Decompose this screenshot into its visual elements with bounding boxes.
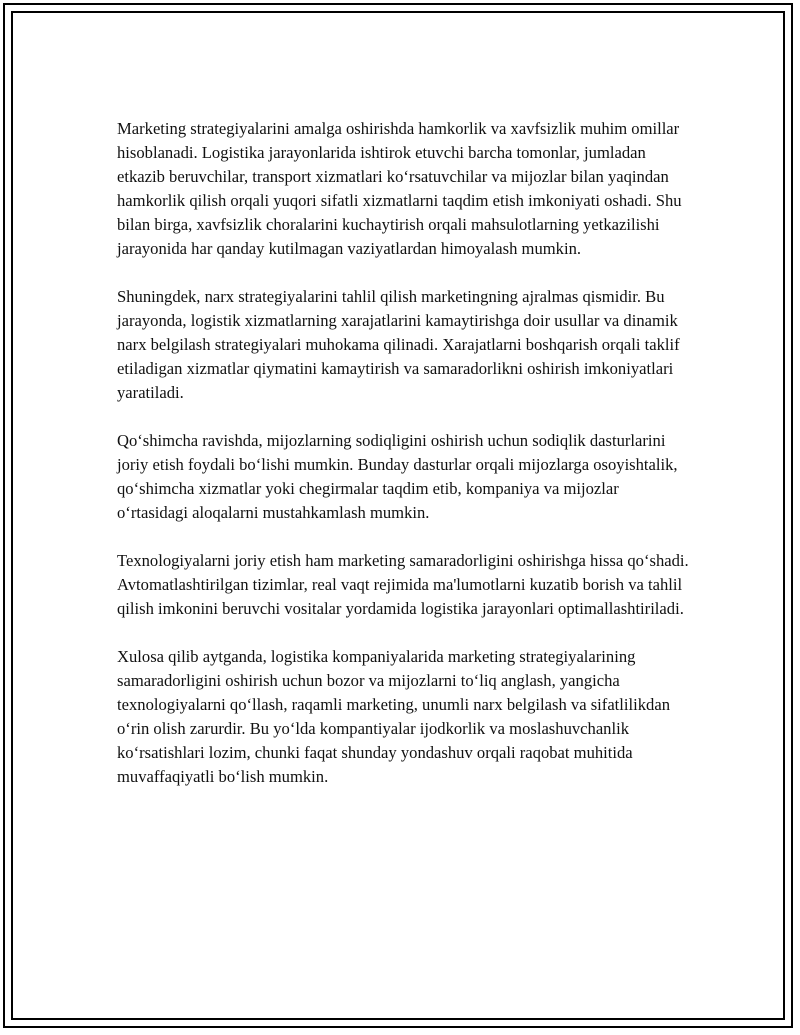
paragraph-4: Texnologiyalarni joriy etish ham marketing samaradorligini oshirishga hissa qo‘shadi. Avtomatlashtirilgan tizimlar, real vaqt rejimida ma'lumotlarni kuzatib borish va tahlil qilish imkonini beruvchi vositalar yordamida logistika jarayonlari optimallashtiriladi. (117, 551, 689, 618)
paragraph-3: Qo‘shimcha ravishda, mijozlarning sodiqligini oshirish uchun sodiqlik dasturlarini joriy etish foydali bo‘lishi mumkin. Bunday dasturlar orqali mijozlarga osoyishtalik, qo‘shimcha xizmatlar yoki chegirmalar taqdim etib, kompaniya va mijozlar o‘rtasidagi aloqalarni mustahkamlash mumkin. (117, 431, 678, 522)
paragraph-2: Shuningdek, narx strategiyalarini tahlil qilish marketingning ajralmas qismidir. Bu jarayonda, logistik xizmatlarning xarajatlarini kamaytirishga doir usullar va dinamik narx belgilash strategiyalari muhokama qilinadi. Xarajatlarni boshqarish orqali taklif etiladigan xizmatlar qiymatini kamaytirish va samaradorlikni oshirish imkoniyatlari yaratiladi. (117, 287, 680, 402)
paragraph-1: Marketing strategiyalarini amalga oshirishda hamkorlik va xavfsizlik muhim omillar hisoblanadi. Logistika jarayonlarida ishtirok etuvchi barcha tomonlar, jumladan etkazib beruvchilar, transport xizmatlari ko‘rsatuvchilar va mijozlar bilan yaqindan hamkorlik qilish orqali yuqori sifatli xizmatlarni taqdim etish imkoniyati oshadi. Shu bilan birga, xavfsizlik choralarini kuchaytirish orqali mahsulotlarning yetkazilishi jarayonida har qanday kutilmagan vaziyatlardan himoyalash mumkin. (117, 119, 682, 258)
paragraph-5: Xulosa qilib aytganda, logistika kompaniyalarida marketing strategiyalarining samaradorligini oshirish uchun bozor va mijozlarni to‘liq anglash, yangicha texnologiyalarni qo‘llash, raqamli marketing, unumli narx belgilash va sifatlilikdan o‘rin olish zarurdir. Bu yo‘lda kompantiyalar ijodkorlik va moslashuvchanlik ko‘rsatishlari lozim, chunki faqat shunday yondashuv orqali raqobat muhitida muvaffaqiyatli bo‘lish mumkin. (117, 647, 670, 786)
document-body (117, 117, 692, 813)
